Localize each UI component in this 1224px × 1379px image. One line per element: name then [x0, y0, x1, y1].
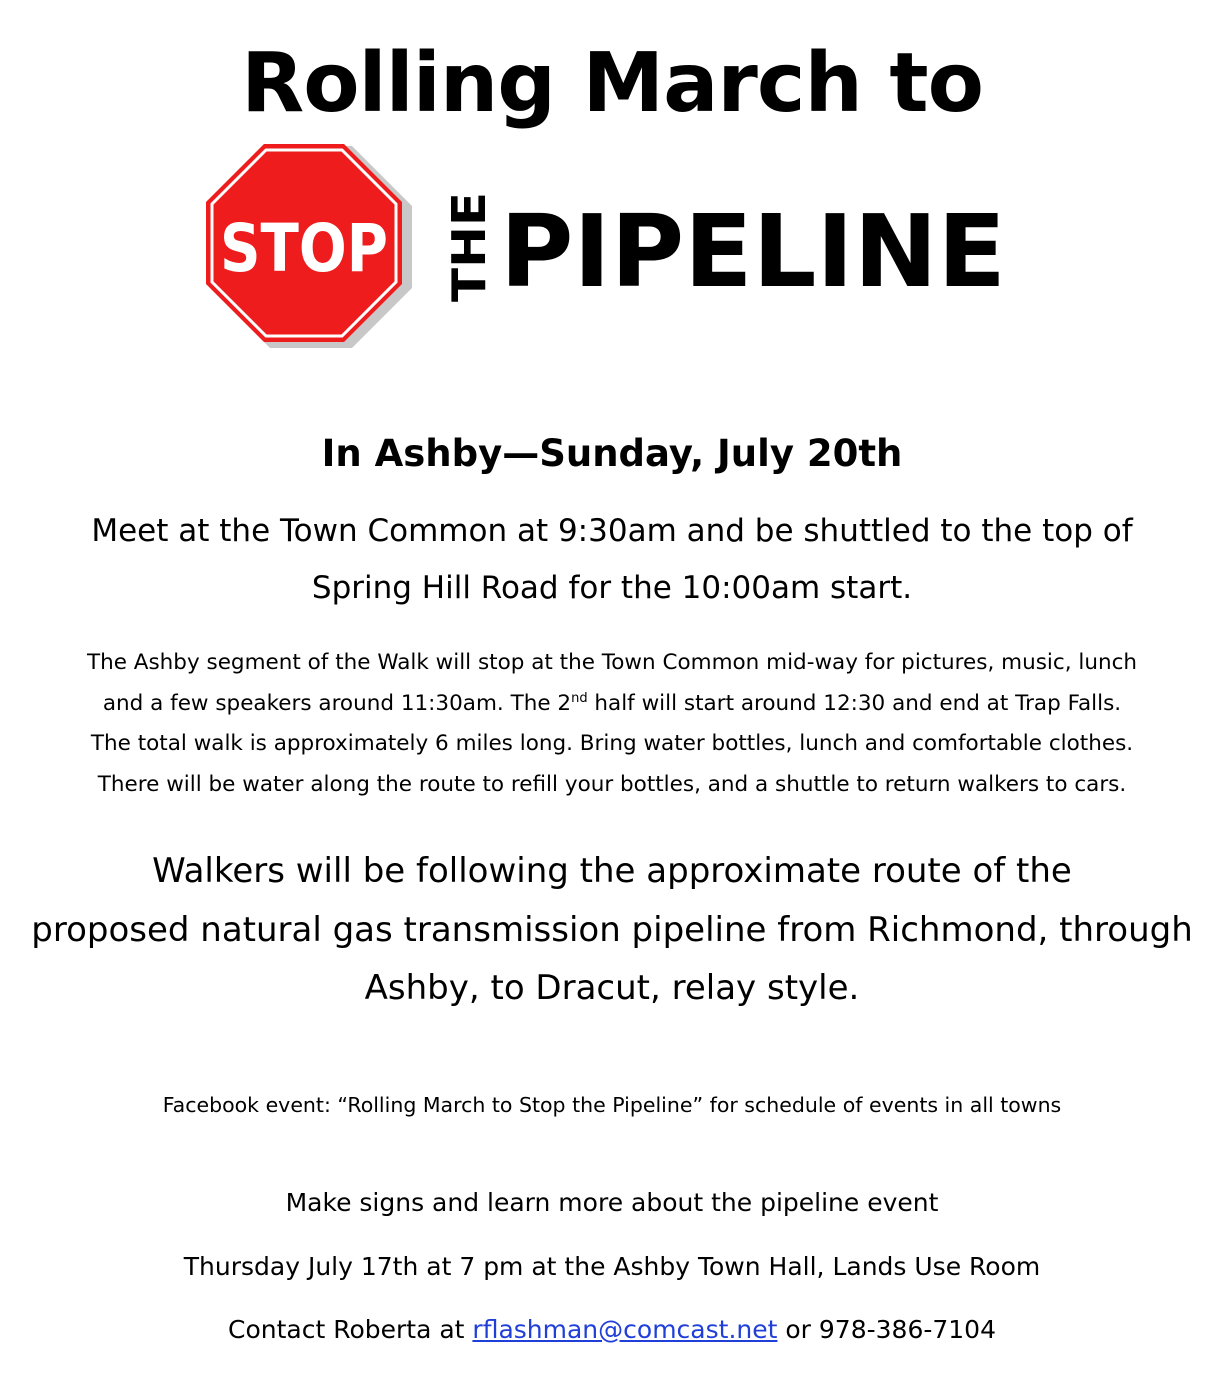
- walk-details-line: There will be water along the route to refill your bottles, and a shuttle to return walkers to cars.: [97, 771, 1127, 797]
- walk-details-line: The total walk is approximately 6 miles long. Bring water bottles, lunch and comfortable clothes.: [90, 731, 1134, 756]
- meeting-info-line: Spring Hill Road for the 10:00am start.: [311, 570, 913, 606]
- contact-phone: or 978-386-7104: [777, 1315, 996, 1344]
- stop-the-pipeline-logo: [200, 140, 1020, 355]
- walk-details-text: and a few speakers around 11:30am. The 2: [102, 690, 572, 716]
- route-description-line: proposed natural gas transmission pipeline from Richmond, through: [31, 909, 1193, 950]
- walk-details-line: [0, 684, 1224, 725]
- sign-making-schedule: Thursday July 17th at 7 pm at the Ashby Town Hall, Lands Use Room: [183, 1252, 1041, 1281]
- sign-making-note: Make signs and learn more about the pipeline event: [285, 1188, 939, 1217]
- contact-email-link[interactable]: rflashman@comcast.net: [472, 1315, 778, 1344]
- event-headline: In Ashby—Sunday, July 20th: [321, 432, 903, 475]
- meeting-info: [0, 503, 1224, 617]
- stop-sign-text: STOP: [220, 210, 388, 287]
- route-description-line: Ashby, to Dracut, relay style.: [364, 968, 860, 1008]
- route-description: [0, 842, 1224, 1018]
- meeting-info-line: Meet at the Town Common at 9:30am and be shuttled to the top of: [91, 513, 1133, 549]
- contact-line: [0, 1312, 1224, 1348]
- walk-details-text: half will start around 12:30 and end at Trap Falls.: [587, 690, 1122, 716]
- logo-the-text: THE: [442, 200, 496, 302]
- logo-pipeline-text: PIPELINE: [500, 193, 1006, 310]
- route-description-line: Walkers will be following the approximate route of the: [152, 851, 1072, 891]
- facebook-event-note: Facebook event: “Rolling March to Stop the Pipeline” for schedule of events in all towns: [162, 1093, 1062, 1117]
- walk-details: [0, 643, 1224, 805]
- ordinal-suffix: nd: [571, 690, 588, 706]
- walk-details-line: The Ashby segment of the Walk will stop at the Town Common mid-way for pictures, music, lunch: [86, 650, 1138, 675]
- contact-prefix: Contact Roberta at: [228, 1315, 473, 1344]
- flyer-title: Rolling March to: [241, 36, 983, 131]
